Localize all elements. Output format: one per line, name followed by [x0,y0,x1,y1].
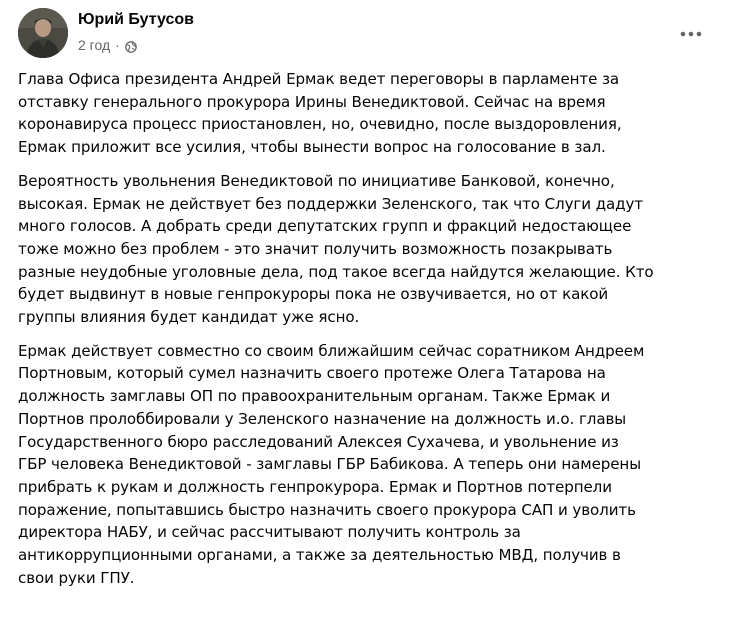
more-horizontal-icon [680,31,702,37]
author-block [78,10,194,54]
user-avatar-photo-icon [18,8,68,58]
post-content [18,68,718,600]
author-name[interactable]: Юрий Бутусов [78,11,195,28]
post-header [18,6,713,62]
post-paragraph-1: Глава Офиса президента Андрей Ермак ведет переговоры в парламенте за отставку генерального прокурора Ирины Венедиктовой. Сейчас на время коронавируса процесс приостановлен, но, очевидно, после выздоровления, Ермак приложит все усилия, чтобы вынести вопрос на голосование в зал. [18,70,622,157]
more-options-button[interactable] [673,16,709,52]
post-paragraph-2: Вероятность увольнения Венедиктовой по инициативе Банковой, конечно, высокая. Ермак не действует без поддержки Зеленского, так что Слуги дадут много голосов. А добрать среди депутатских групп и фракций недостающее тоже можно без проблем - это значит получить возможность позакрывать разные неудобные уголовные дела, под такое всегда найдутся желающие. Кто будет выдвинут в новые генпрокуроры пока не озвучивается, но от какой группы влияния будет кандидат уже ясно. [18,171,654,327]
meta-separator: · [115,37,120,53]
post-timestamp[interactable]: 2 год [78,37,111,53]
post-paragraph-3: Ермак действует совместно со своим ближайшим сейчас соратником Андреем Портновым, который сумел назначить своего протеже Олега Татарова на должность замглавы ОП по правоохранительным органам. Также Ермак и Портнов пролоббировали у Зеленского назначение на должность и.о. главы Государственного бюро расследований Алексея Сухачева, и увольнение из ГБР человека Венедиктовой - замглавы ГБР Бабикова. А теперь они намерены прибрать к рукам и должность генпрокурора. Ермак и Портнов потерпели поражение, попытавшись быстро назначить своего прокурора САП и уволить директора НАБУ, и сейчас рассчитывают получить контроль за антикоррупционными органами, а также за деятельностью МВД, получив в свои руки ГПУ. [18,341,645,587]
post-meta [78,36,194,54]
author-avatar[interactable] [18,8,68,58]
globe-icon[interactable] [125,39,137,51]
